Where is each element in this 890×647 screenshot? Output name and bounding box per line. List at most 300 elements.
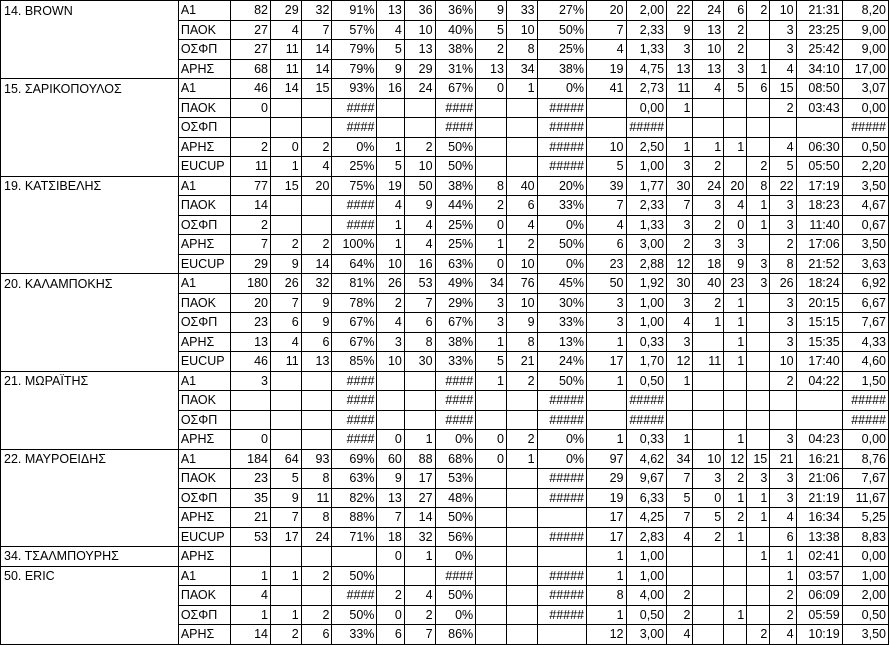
stat-cell: 1 — [231, 566, 271, 586]
stat-cell — [747, 391, 770, 411]
stat-cell: 29 — [270, 1, 301, 21]
stat-cell — [724, 547, 747, 567]
stat-cell: 27 — [231, 20, 271, 40]
player-name-cell — [1, 157, 179, 177]
stat-cell: 11 — [667, 79, 693, 99]
stat-cell: 48% — [435, 488, 476, 508]
stat-cell: 1 — [667, 371, 693, 391]
stat-cell: 180 — [231, 274, 271, 294]
stat-cell: 20 — [301, 176, 332, 196]
stat-cell: 7 — [667, 196, 693, 216]
stat-cell — [693, 566, 724, 586]
stat-cell — [724, 118, 747, 138]
stat-cell: 2 — [724, 508, 747, 528]
stat-cell: 3 — [476, 293, 507, 313]
stat-cell — [301, 98, 332, 118]
competition-cell: ΟΣΦΠ — [178, 215, 231, 235]
stat-cell: 21:06 — [796, 469, 842, 489]
stat-cell — [747, 527, 770, 547]
stat-cell: 10:19 — [796, 625, 842, 645]
stat-cell — [506, 410, 537, 430]
stat-cell: 05:59 — [796, 605, 842, 625]
player-name-cell — [1, 235, 179, 255]
stat-cell: 4 — [377, 20, 404, 40]
stat-cell — [506, 586, 537, 606]
stat-cell: 8 — [770, 254, 796, 274]
stat-cell: 2 — [693, 157, 724, 177]
stat-cell — [667, 547, 693, 567]
stat-cell: 4,60 — [842, 352, 888, 372]
stat-cell: 0% — [537, 254, 586, 274]
stat-cell: 2 — [404, 137, 435, 157]
table-row — [1, 137, 889, 157]
stat-cell: 36 — [404, 1, 435, 21]
stat-cell — [747, 137, 770, 157]
stat-cell — [506, 488, 537, 508]
stat-cell: 8 — [587, 586, 627, 606]
stat-cell: 4 — [404, 586, 435, 606]
stat-cell: 1 — [476, 371, 507, 391]
stat-cell: 60 — [377, 449, 404, 469]
stat-cell — [231, 391, 271, 411]
stat-cell: 03:43 — [796, 98, 842, 118]
stat-cell: 15:15 — [796, 313, 842, 333]
table-row — [1, 196, 889, 216]
stat-cell: 1 — [506, 79, 537, 99]
stat-cell: 3 — [476, 313, 507, 333]
stat-cell — [747, 98, 770, 118]
stat-cell: 3 — [770, 313, 796, 333]
player-name-cell — [1, 332, 179, 352]
stat-cell: 2 — [693, 215, 724, 235]
stat-cell: 0,00 — [842, 430, 888, 450]
stat-cell: 6 — [270, 313, 301, 333]
stat-cell: 13 — [476, 59, 507, 79]
stat-cell: 46 — [231, 79, 271, 99]
stat-cell: 1 — [587, 430, 627, 450]
stat-cell: 0 — [476, 215, 507, 235]
stat-cell: 30 — [667, 274, 693, 294]
stat-cell: 25:42 — [796, 40, 842, 60]
stat-cell: 16:21 — [796, 449, 842, 469]
stat-cell: 2 — [770, 586, 796, 606]
stat-cell: 0 — [724, 215, 747, 235]
stat-cell — [747, 371, 770, 391]
stat-cell: 3,50 — [842, 235, 888, 255]
stat-cell: 2 — [693, 293, 724, 313]
stat-cell — [724, 410, 747, 430]
table-row — [1, 527, 889, 547]
stat-cell: 14 — [301, 40, 332, 60]
stat-cell: 93 — [301, 449, 332, 469]
stat-cell: 2 — [506, 371, 537, 391]
player-name-cell — [1, 488, 179, 508]
stat-cell: 2 — [770, 371, 796, 391]
stat-cell: #### — [332, 215, 377, 235]
table-row — [1, 215, 889, 235]
stat-cell: 0 — [476, 449, 507, 469]
stat-cell — [476, 547, 507, 567]
stat-cell: 26 — [770, 274, 796, 294]
stat-cell: 32 — [301, 1, 332, 21]
stat-cell: 2 — [377, 586, 404, 606]
stat-cell: 1 — [270, 566, 301, 586]
stat-cell — [506, 566, 537, 586]
stat-cell: 9 — [506, 313, 537, 333]
stat-cell: 5 — [693, 508, 724, 528]
stat-cell — [770, 410, 796, 430]
stat-cell: 1 — [747, 488, 770, 508]
stat-cell — [301, 547, 332, 567]
stat-cell: ##### — [842, 391, 888, 411]
stat-cell: 6 — [377, 625, 404, 645]
stat-cell: 11 — [270, 352, 301, 372]
stat-cell: 79% — [332, 40, 377, 60]
stat-cell: 2 — [747, 157, 770, 177]
stat-cell: 36% — [435, 1, 476, 21]
player-name-cell: 50. ERIC — [1, 566, 179, 586]
stat-cell: 3 — [693, 469, 724, 489]
table-row — [1, 508, 889, 528]
stat-cell: 6,92 — [842, 274, 888, 294]
competition-cell: EUCUP — [178, 254, 231, 274]
table-row — [1, 352, 889, 372]
player-name-cell: 34. ΤΣΑΛΜΠΟΥΡΗΣ — [1, 547, 179, 567]
stat-cell: 2 — [506, 430, 537, 450]
competition-cell: ΑΡΗΣ — [178, 508, 231, 528]
stat-cell: 20 — [724, 176, 747, 196]
stat-cell: 4 — [770, 59, 796, 79]
stat-cell: 10 — [770, 1, 796, 21]
stat-cell: 9 — [667, 20, 693, 40]
stat-cell: 04:23 — [796, 430, 842, 450]
stat-cell: 4 — [404, 215, 435, 235]
stat-cell: 1 — [587, 371, 627, 391]
stat-cell: 45% — [537, 274, 586, 294]
stat-cell — [377, 118, 404, 138]
competition-cell: ΑΡΗΣ — [178, 625, 231, 645]
stat-cell — [724, 157, 747, 177]
stat-cell — [537, 508, 586, 528]
stat-cell: 2 — [506, 235, 537, 255]
stat-cell: 0,50 — [842, 605, 888, 625]
stat-cell: 17 — [587, 352, 627, 372]
table-row — [1, 410, 889, 430]
stat-cell: 4 — [231, 586, 271, 606]
stat-cell: 88% — [332, 508, 377, 528]
stat-cell: 77 — [231, 176, 271, 196]
stat-cell — [693, 98, 724, 118]
stat-cell: 56% — [435, 527, 476, 547]
stat-cell: 5 — [377, 157, 404, 177]
competition-cell: A1 — [178, 566, 231, 586]
stat-cell: 15 — [747, 449, 770, 469]
player-name-cell: 15. ΣΑΡΙΚΟΠΟΥΛΟΣ — [1, 79, 179, 99]
stat-cell: 11,67 — [842, 488, 888, 508]
stat-cell: 2 — [476, 196, 507, 216]
stat-cell — [747, 332, 770, 352]
table-row — [1, 547, 889, 567]
stat-cell: 0,67 — [842, 215, 888, 235]
stat-cell: 21:31 — [796, 1, 842, 21]
stat-cell: 1,92 — [626, 274, 667, 294]
stat-cell: 03:57 — [796, 566, 842, 586]
stat-cell: 0 — [693, 488, 724, 508]
stat-cell: 100% — [332, 235, 377, 255]
competition-cell: A1 — [178, 1, 231, 21]
stat-cell: 2,33 — [626, 196, 667, 216]
stat-cell: 1 — [587, 605, 627, 625]
stat-cell: ##### — [537, 137, 586, 157]
stat-cell: 50% — [537, 20, 586, 40]
stat-cell: 25% — [332, 157, 377, 177]
stat-cell: 5 — [587, 157, 627, 177]
stat-cell: 4 — [770, 508, 796, 528]
stat-cell — [587, 410, 627, 430]
stat-cell: 50 — [587, 274, 627, 294]
player-name-cell — [1, 98, 179, 118]
stat-cell: 4 — [301, 157, 332, 177]
stat-cell — [301, 215, 332, 235]
stat-cell: 4 — [770, 137, 796, 157]
stat-cell: 2 — [301, 235, 332, 255]
stat-cell: 11 — [270, 40, 301, 60]
competition-cell: ΠΑΟΚ — [178, 98, 231, 118]
stat-cell: 32 — [301, 274, 332, 294]
stat-cell: 2 — [667, 586, 693, 606]
stat-cell: #### — [332, 391, 377, 411]
stat-cell — [587, 118, 627, 138]
stat-cell — [476, 157, 507, 177]
stat-cell: 1 — [770, 547, 796, 567]
stat-cell: 21:52 — [796, 254, 842, 274]
stat-cell: 14 — [301, 254, 332, 274]
stat-cell — [377, 410, 404, 430]
stat-cell: 16:34 — [796, 508, 842, 528]
stat-cell — [747, 118, 770, 138]
stat-cell: 82% — [332, 488, 377, 508]
stat-cell: 13 — [667, 59, 693, 79]
stat-cell: ##### — [626, 118, 667, 138]
stat-cell: 50% — [435, 157, 476, 177]
player-name-cell — [1, 137, 179, 157]
stat-cell: 4 — [667, 527, 693, 547]
stat-cell: 88 — [404, 449, 435, 469]
stat-cell: 12 — [724, 449, 747, 469]
stat-cell: 50% — [537, 235, 586, 255]
stat-cell: 02:41 — [796, 547, 842, 567]
stat-cell — [770, 118, 796, 138]
stat-cell: 9,00 — [842, 20, 888, 40]
table-row — [1, 40, 889, 60]
stat-cell: 2 — [693, 527, 724, 547]
stat-cell: 1,00 — [626, 293, 667, 313]
stat-cell: 32 — [404, 527, 435, 547]
stat-cell: 8 — [506, 332, 537, 352]
stat-cell — [667, 410, 693, 430]
stat-cell: ##### — [537, 527, 586, 547]
stat-cell: 7 — [231, 235, 271, 255]
stat-cell: 1,00 — [626, 547, 667, 567]
stat-cell: 0,33 — [626, 430, 667, 450]
stat-cell: 4 — [724, 196, 747, 216]
stat-cell: 8 — [301, 469, 332, 489]
stat-cell: 7,67 — [842, 469, 888, 489]
stat-cell: 4 — [270, 332, 301, 352]
stat-cell: 7,67 — [842, 313, 888, 333]
stat-cell: 3,07 — [842, 79, 888, 99]
player-name-cell — [1, 40, 179, 60]
stat-cell: 4,25 — [626, 508, 667, 528]
table-row — [1, 313, 889, 333]
stat-cell — [747, 293, 770, 313]
stat-cell: 1 — [724, 332, 747, 352]
stat-cell: 0,50 — [626, 605, 667, 625]
stat-cell: 17:19 — [796, 176, 842, 196]
stat-cell: 63% — [435, 254, 476, 274]
stat-cell: #### — [435, 566, 476, 586]
competition-cell: ΠΑΟΚ — [178, 391, 231, 411]
stat-cell: 04:22 — [796, 371, 842, 391]
stat-cell — [747, 20, 770, 40]
stat-cell: 1 — [693, 313, 724, 333]
stat-cell: 8,76 — [842, 449, 888, 469]
stat-cell: 20% — [537, 176, 586, 196]
stat-cell — [747, 352, 770, 372]
table-row — [1, 332, 889, 352]
competition-cell: ΑΡΗΣ — [178, 332, 231, 352]
competition-cell: A1 — [178, 79, 231, 99]
stat-cell — [476, 605, 507, 625]
stat-cell: 25% — [435, 235, 476, 255]
player-name-cell — [1, 527, 179, 547]
stat-cell: 29 — [587, 469, 627, 489]
stat-cell: 2,73 — [626, 79, 667, 99]
stat-cell: 6 — [301, 625, 332, 645]
stat-cell: 13 — [377, 488, 404, 508]
stat-cell: 3 — [770, 215, 796, 235]
stat-cell: 13 — [693, 59, 724, 79]
stat-cell: 1 — [747, 196, 770, 216]
stat-cell: 4 — [587, 215, 627, 235]
player-name-cell — [1, 293, 179, 313]
stat-cell: 2 — [724, 20, 747, 40]
stat-cell: 10 — [377, 254, 404, 274]
stat-cell: 1 — [506, 449, 537, 469]
stat-cell: 38% — [435, 332, 476, 352]
stat-cell — [270, 410, 301, 430]
stat-cell: 2 — [747, 625, 770, 645]
stat-cell — [476, 469, 507, 489]
table-row — [1, 449, 889, 469]
stat-cell: ##### — [537, 605, 586, 625]
stat-cell: 50% — [332, 605, 377, 625]
stat-cell: 7 — [587, 20, 627, 40]
stat-cell: 1 — [667, 98, 693, 118]
stat-cell: 5 — [770, 157, 796, 177]
stat-cell: 0 — [476, 254, 507, 274]
competition-cell: ΟΣΦΠ — [178, 605, 231, 625]
stat-cell: 17 — [587, 508, 627, 528]
stat-cell: 27% — [537, 1, 586, 21]
stat-cell: 9 — [404, 196, 435, 216]
stat-cell: 10 — [404, 20, 435, 40]
stat-cell — [301, 371, 332, 391]
stat-cell — [747, 605, 770, 625]
stat-cell — [476, 391, 507, 411]
stat-cell — [587, 98, 627, 118]
stat-cell: 30% — [537, 293, 586, 313]
stat-cell: 2,88 — [626, 254, 667, 274]
stat-cell — [693, 118, 724, 138]
stat-cell: 4,00 — [626, 586, 667, 606]
stats-table-body — [1, 1, 889, 645]
stat-cell — [747, 235, 770, 255]
stat-cell: 4 — [377, 196, 404, 216]
stat-cell: 16 — [377, 79, 404, 99]
stat-cell: 2 — [476, 40, 507, 60]
stat-cell — [724, 625, 747, 645]
stat-cell: 7 — [301, 20, 332, 40]
stat-cell: 2 — [667, 235, 693, 255]
stat-cell: 1 — [404, 430, 435, 450]
table-row — [1, 118, 889, 138]
stat-cell: 6 — [506, 196, 537, 216]
stat-cell: #### — [435, 410, 476, 430]
stat-cell: 44% — [435, 196, 476, 216]
stat-cell: 29 — [231, 254, 271, 274]
stat-cell: 93% — [332, 79, 377, 99]
stat-cell: 1 — [404, 547, 435, 567]
stat-cell — [270, 391, 301, 411]
stat-cell: 06:30 — [796, 137, 842, 157]
player-name-cell — [1, 118, 179, 138]
stat-cell: 30 — [404, 352, 435, 372]
stat-cell: 0% — [537, 79, 586, 99]
stat-cell: 82 — [231, 1, 271, 21]
stat-cell: 26 — [270, 274, 301, 294]
stat-cell: ##### — [537, 488, 586, 508]
stat-cell: 19 — [377, 176, 404, 196]
stat-cell: ##### — [842, 118, 888, 138]
competition-cell: A1 — [178, 176, 231, 196]
stat-cell: 26 — [377, 274, 404, 294]
stat-cell: 1 — [724, 293, 747, 313]
stat-cell: 1 — [667, 137, 693, 157]
stat-cell: 76 — [506, 274, 537, 294]
stat-cell — [301, 586, 332, 606]
competition-cell: ΠΑΟΚ — [178, 469, 231, 489]
stat-cell: 18 — [377, 527, 404, 547]
stat-cell: 14 — [231, 196, 271, 216]
stat-cell: 12 — [587, 625, 627, 645]
stat-cell — [476, 137, 507, 157]
stat-cell: 63% — [332, 469, 377, 489]
stat-cell — [693, 391, 724, 411]
stat-cell: 0 — [476, 430, 507, 450]
stat-cell: 1 — [724, 605, 747, 625]
stat-cell: 50% — [332, 566, 377, 586]
stat-cell: 14 — [404, 508, 435, 528]
stat-cell: 41 — [587, 79, 627, 99]
stat-cell: 3 — [770, 488, 796, 508]
stat-cell — [301, 410, 332, 430]
stat-cell — [270, 215, 301, 235]
stat-cell: #### — [332, 430, 377, 450]
stat-cell — [747, 430, 770, 450]
stat-cell: 67% — [332, 313, 377, 333]
stat-cell: 5 — [667, 488, 693, 508]
